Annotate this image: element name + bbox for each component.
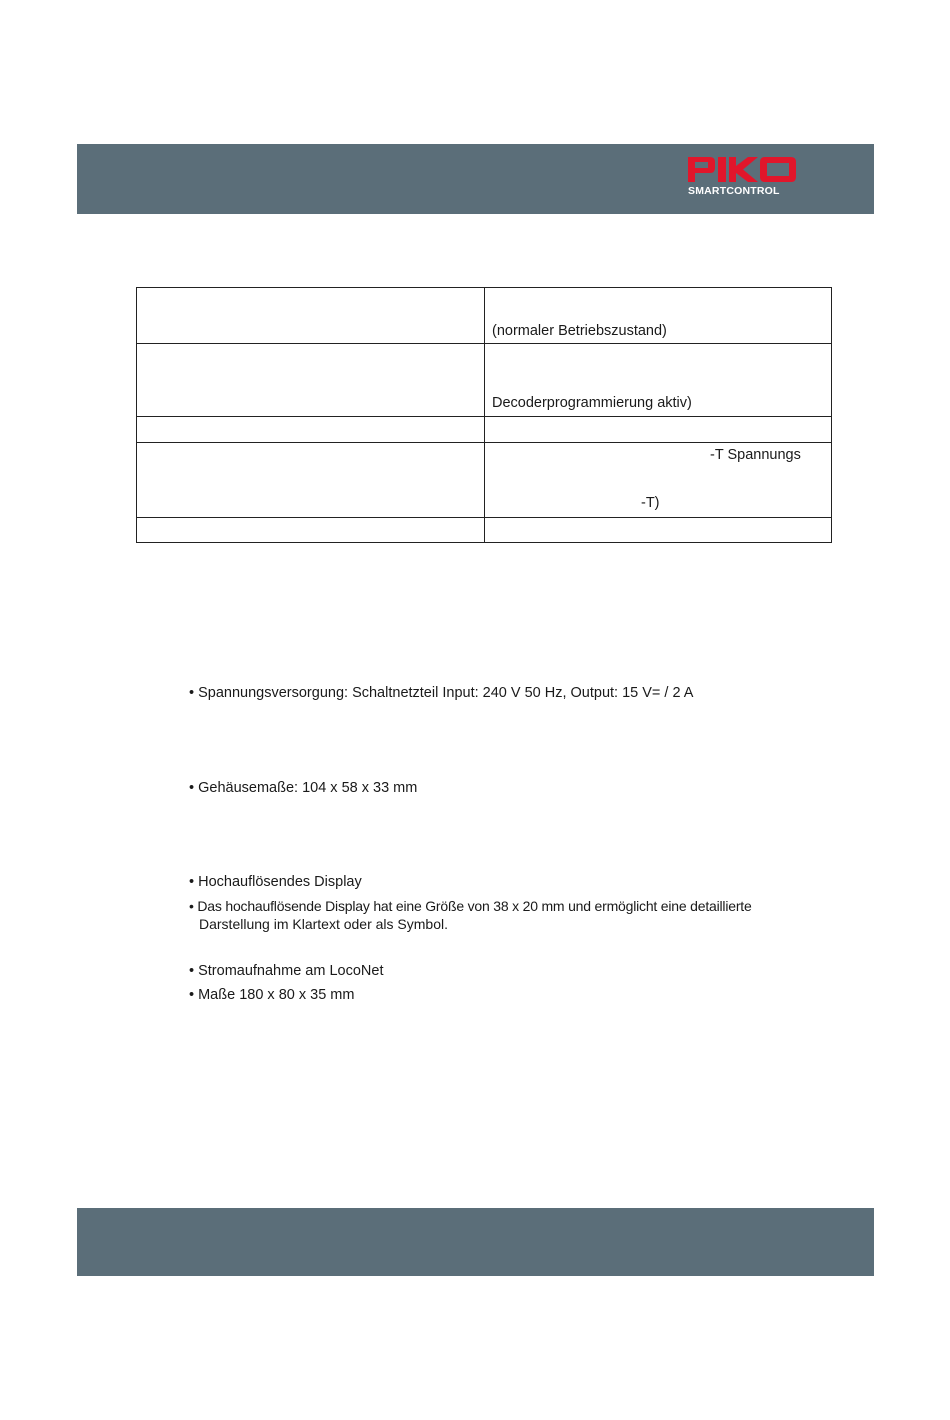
logo-subtitle: SMARTCONTROL (688, 185, 780, 197)
table-row (137, 288, 832, 344)
cell-text: -T) (641, 495, 660, 511)
spec-power: • Spannungsversorgung: Schaltnetzteil Input: 240 V 50 Hz, Output: 15 V= / 2 A (189, 685, 694, 701)
cell-text: Decoderprogrammierung aktiv) (492, 395, 692, 411)
table-row (137, 417, 832, 443)
table-cell (137, 288, 485, 344)
spec-display-desc-cont: Darstellung im Klartext oder als Symbol. (199, 916, 448, 932)
footer-band (77, 1208, 874, 1276)
table-cell (485, 288, 832, 344)
table-cell (137, 344, 485, 417)
table-cell (485, 417, 832, 443)
table-cell (485, 518, 832, 543)
spec-current: • Stromaufnahme am LocoNet (189, 963, 384, 979)
table-cell (485, 344, 832, 417)
table-cell (137, 417, 485, 443)
table-row (137, 443, 832, 518)
piko-wordmark-icon (688, 157, 798, 183)
table-cell (137, 443, 485, 518)
spec-dimensions: • Maße 180 x 80 x 35 mm (189, 987, 355, 1003)
status-table (136, 287, 832, 543)
table-row (137, 344, 832, 417)
spec-housing: • Gehäusemaße: 104 x 58 x 33 mm (189, 780, 418, 796)
cell-text: -T Spannungs (710, 447, 801, 463)
table-cell (485, 443, 832, 518)
spec-display-title: • Hochauflösendes Display (189, 874, 362, 890)
piko-logo (688, 157, 798, 199)
table-row (137, 518, 832, 543)
cell-text: (normaler Betriebszustand) (492, 323, 667, 339)
table-cell (137, 518, 485, 543)
spec-display-desc: • Das hochauflösende Display hat eine Größe von 38 x 20 mm und ermöglicht eine detaillierte (189, 898, 752, 914)
